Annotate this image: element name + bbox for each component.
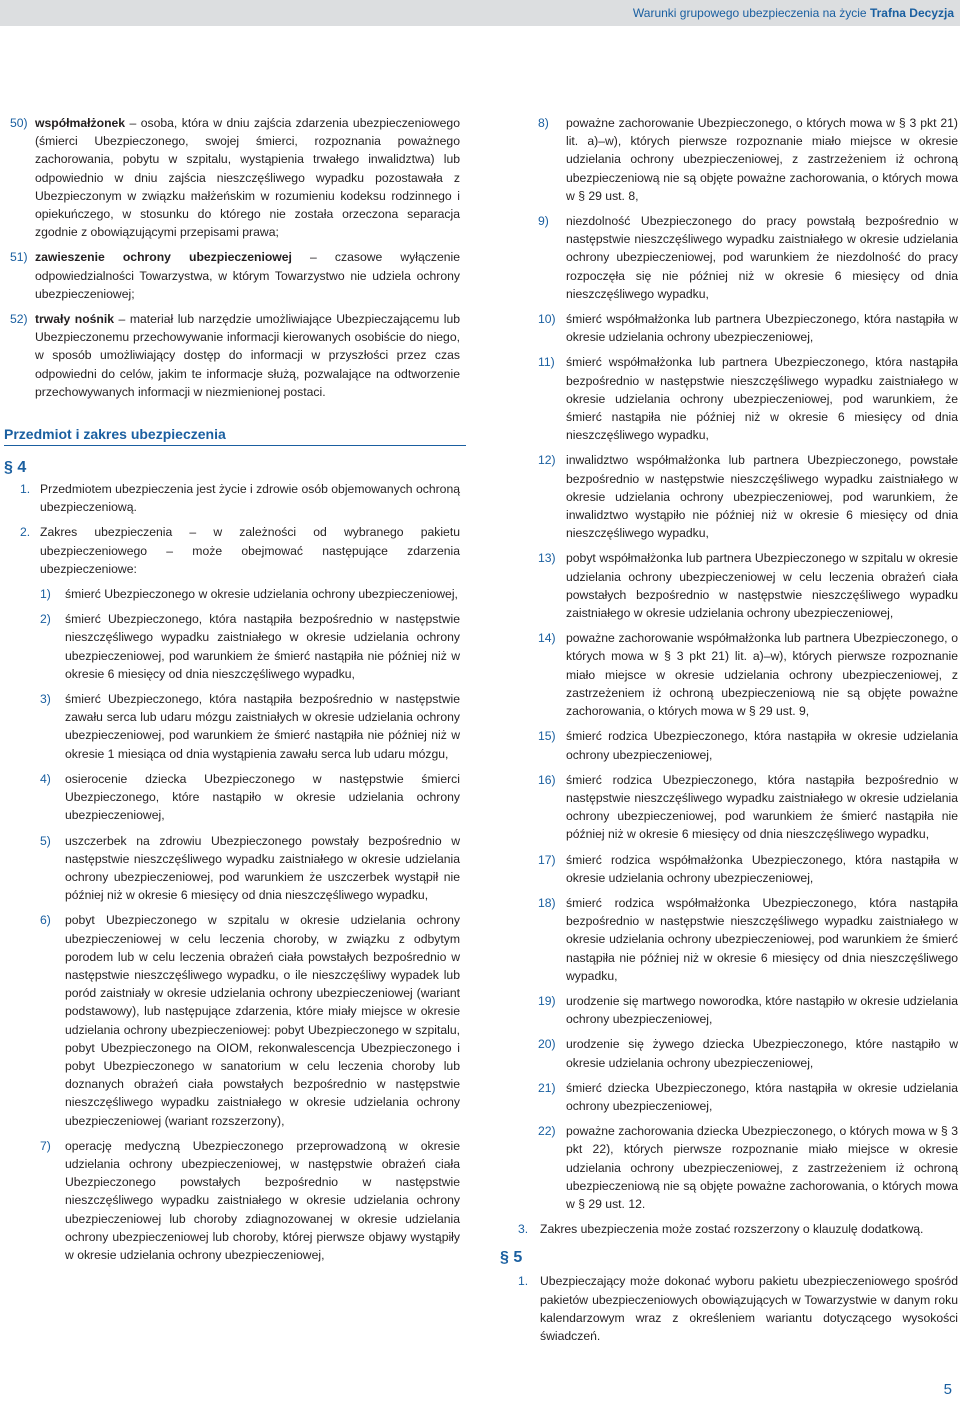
scope-item-number: 7) <box>40 1138 51 1153</box>
scope-item <box>512 114 958 205</box>
header-title <box>633 0 954 26</box>
par4-point-2-number: 2. <box>20 525 31 540</box>
scope-item-number: 13) <box>538 551 556 566</box>
definition-text: – czasowe wyłączenie odpowiedzialności Towarzystwa, w którym Towarzystwo nie udziela ochrony ubezpieczeniowej; <box>35 250 460 301</box>
definition-term: trwały nośnik <box>35 312 115 327</box>
definitions-list <box>10 114 460 401</box>
scope-item-number: 17) <box>538 852 556 867</box>
par4-point-3 <box>512 1220 958 1238</box>
right-column <box>500 114 958 1352</box>
definition-term: współmałżonek <box>35 116 126 130</box>
par4-point-2 <box>10 523 460 578</box>
scope-item-text: śmierć rodzica współmałżonka Ubezpieczonego, która nastąpiła bezpośrednio w następstwie nieszczęśliwego wypadku zaistniałego w okresie udzielania ochrony ubezpieczeniowej, pod warunkiem że śmierć nastąpiła nie później niż w okresie 6 miesięcy od dnia nieszczęśliwego wypadku, <box>566 895 958 983</box>
scope-item-text: śmierć Ubezpieczonego, która nastąpiła bezpośrednio w następstwie nieszczęśliwego wypadku zaistniałego w okresie udzielania ochrony ubezpieczeniowej, pod warunkiem że śmierć nastąpiła nie później niż w okresie 6 miesięcy od dnia nieszczęśliwego wypadku, <box>65 612 460 681</box>
scope-item-text: inwalidztwo współmałżonka lub partnera Ubezpieczonego, powstałe bezpośrednio w następstwie nieszczęśliwego wypadku zaistniałego w okresie udzielania ochrony ubezpieczeniowej, pod warunkiem, że inwalidztwo wystąpiło nie później niż w okresie 6 miesięcy od dnia nieszczęśliwego wypadku, <box>566 453 958 541</box>
scope-item <box>10 585 460 603</box>
scope-item <box>10 770 460 825</box>
par5-point-1-text: Ubezpieczający może dokonać wyboru pakietu ubezpieczeniowego spośród pakietów ubezpieczeniowych obowiązujących w Towarzystwie w danym roku kalendarzowym wraz z określeniem wariantu dotyczącego wysokości świadczeń. <box>540 1274 958 1343</box>
scope-item <box>512 353 958 444</box>
scope-item-text: śmierć Ubezpieczonego w okresie udzielania ochrony ubezpieczeniowej, <box>65 587 458 602</box>
scope-item-text: śmierć rodzica Ubezpieczonego, która nastąpiła w okresie udzielania ochrony ubezpieczeniowej, <box>566 729 958 762</box>
scope-item-number: 2) <box>40 612 51 627</box>
scope-item-text: śmierć rodzica współmałżonka Ubezpieczonego, która nastąpiła w okresie udzielania ochrony ubezpieczeniowej, <box>566 852 958 885</box>
scope-item-text: śmierć Ubezpieczonego, która nastąpiła bezpośrednio w następstwie zawału serca lub udaru mózgu zaistniałych w okresie udzielania ochrony ubezpieczeniowej, pod warunkiem że śmierć nastąpiła nie później niż w okresie 1 miesiąca od dnia wystąpienia zawału serca lub udaru mózgu, <box>65 692 460 761</box>
scope-item-number: 5) <box>40 833 51 848</box>
scope-item <box>512 1079 958 1115</box>
scope-item-text: śmierć rodzica Ubezpieczonego, która nastąpiła bezpośrednio w następstwie nieszczęśliwego wypadku zaistniałego w okresie udzielania ochrony ubezpieczeniowej, pod warunkiem że śmierć nastąpiła nie później niż w okresie 6 miesięcy od dnia nieszczęśliwego wypadku, <box>566 772 958 842</box>
page-header <box>0 0 960 26</box>
header-title-bold: Trafna Decyzja <box>869 6 954 20</box>
scope-item <box>512 992 958 1028</box>
scope-item-number: 12) <box>538 453 556 468</box>
scope-item <box>10 832 460 905</box>
scope-item-number: 8) <box>538 116 549 130</box>
definition-number: 51) <box>10 250 28 265</box>
scope-item <box>512 727 958 763</box>
scope-item-number: 11) <box>538 355 555 370</box>
scope-item-text: poważne zachorowanie współmałżonka lub partnera Ubezpieczonego, o których mowa w § 3 pkt 21) lit. a)–w), których pierwsze rozpoznanie miało miejsce w okresie udzielania ochrony ubezpieczeniowej, z zastrzeżeniem iż ochroną ubezpieczeniową nie są objęte poważne zachorowania, o których mowa w § 29 ust. 9, <box>566 631 958 719</box>
scope-item-text: poważne zachorowania dziecka Ubezpieczonego, o których mowa w § 3 pkt 22), których pierwsze rozpoznanie miało miejsce w okresie udzielania ochrony ubezpieczeniowej, z zastrzeżeniem iż ochroną ubezpieczeniową nie są objęte poważne zachorowania, o których mowa w § 29 ust. 12. <box>566 1124 958 1211</box>
scope-item <box>512 451 958 542</box>
par4-point-1 <box>10 480 460 516</box>
definition-item <box>10 114 460 241</box>
definition-text: – osoba, która w dniu zajścia zdarzenia ubezpieczeniowego (śmierci Ubezpieczonego, swojej śmierci, rozpoznania poważnego zachorowania, pobytu w szpitalu, wystąpienia trwałego inwalidztwa) lub odpowiednio w dniu zajścia nieszczęśliwego wypadku pozostawała z Ubezpieczonym w związku małżeńskim w rozumieniu kodeksu rodzinnego i opiekuńczego, w stosunku do którego nie została orzeczona separacja zgodnie z obowiązującymi przepisami prawa; <box>35 116 460 240</box>
scope-item-number: 15) <box>538 729 556 744</box>
scope-item <box>512 771 958 844</box>
page-number: 5 <box>943 1381 952 1398</box>
scope-item <box>512 310 958 346</box>
par4-point-3-text: Zakres ubezpieczenia może zostać rozszerzony o klauzulę dodatkową. <box>540 1222 924 1237</box>
definition-item <box>10 310 460 401</box>
scope-items-right <box>512 114 958 1213</box>
scope-item-text: śmierć współmałżonka lub partnera Ubezpieczonego, która nastąpiła bezpośrednio w następstwie nieszczęśliwego wypadku zaistniałego w okresie udzielania ochrony ubezpieczeniowej, pod warunkiem, że śmierć nastąpiła nie później niż w okresie 6 miesięcy od dnia nieszczęśliwego wypadku, <box>566 355 958 443</box>
scope-item-text: śmierć dziecka Ubezpieczonego, która nastąpiła w okresie udzielania ochrony ubezpieczeniowej, <box>566 1080 958 1113</box>
scope-item-text: urodzenie się żywego dziecka Ubezpieczonego, które nastąpiło w okresie udzielania ochrony ubezpieczeniowej, <box>566 1037 958 1070</box>
scope-item <box>512 1122 958 1213</box>
definition-item <box>10 248 460 303</box>
scope-item-text: śmierć współmałżonka lub partnera Ubezpieczonego, która nastąpiła w okresie udzielania ochrony ubezpieczeniowej, <box>566 312 958 345</box>
scope-item-number: 4) <box>40 771 51 786</box>
scope-item-text: poważne zachorowanie Ubezpieczonego, o których mowa w § 3 pkt 21) lit. a)–w), których pierwsze rozpoznanie miało miejsce w okresie udzielania ochrony ubezpieczeniowej, z zastrzeżeniem iż ochroną ubezpieczeniową nie są objęte poważne zachorowania, o których mowa w § 29 ust. 8, <box>566 116 958 203</box>
left-column <box>4 114 461 1271</box>
scope-item-number: 1) <box>40 587 51 602</box>
par5-point-1 <box>512 1272 958 1345</box>
scope-items-left <box>10 585 460 1264</box>
par5-point-1-number: 1. <box>518 1274 529 1289</box>
definition-number: 52) <box>10 312 28 327</box>
definition-term: zawieszenie ochrony ubezpieczeniowej <box>35 250 292 265</box>
scope-item <box>512 212 958 303</box>
paragraph-4-mark: § 4 <box>4 459 27 477</box>
scope-item <box>512 549 958 622</box>
scope-item-text: pobyt Ubezpieczonego w szpitalu w okresie udzielania ochrony ubezpieczeniowej w celu leczenia choroby, w związku z odbytym porodem lub w celu leczenia obrażeń ciała powstałych bezpośrednio w następstwie nieszczęśliwego wypadku, o ile nieszczęśliwy wypadek lub poród zaistniały w okresie udzielania ochrony ubezpieczeniowej (wariant podstawowy), lub następujące zdarzenia, które miały miejsce w okresie udzielania ochrony ubezpieczeniowej: pobyt Ubezpieczonego w szpitalu, pobyt Ubezpieczonego na OIOM, rekonwalescencja Ubezpieczonego i pobyt Ubezpieczonego w sanatorium w celu leczenia choroby lub doznanych obrażeń ciała powstałych bezpośrednio w następstwie nieszczęśliwego wypadku zaistniałego w okresie udzielania ochrony ubezpieczeniowej (wariant rozszerzony), <box>65 913 460 1128</box>
scope-item <box>10 610 460 683</box>
scope-item-number: 22) <box>538 1124 556 1139</box>
par4-point-1-number: 1. <box>20 482 31 497</box>
definition-text: – materiał lub narzędzie umożliwiające Ubezpieczającemu lub Ubezpieczonemu przechowywanie informacji kierowanych osobiście do niego, w sposób umożliwiający dostęp do informacji w przyszłości przez czas odpowiedni do celów, jakim te informacje służą, pozwalające na odtworzenie przechowywanych informacji w niezmienionej postaci. <box>35 312 461 399</box>
par4-point-3-number: 3. <box>518 1222 529 1237</box>
scope-item-text: urodzenie się martwego noworodka, które nastąpiło w okresie udzielania ochrony ubezpieczeniowej, <box>566 993 958 1027</box>
scope-item <box>512 894 958 985</box>
header-title-plain: Warunki grupowego ubezpieczenia na życie <box>632 6 867 20</box>
scope-item <box>10 690 460 763</box>
scope-item-text: niezdolność Ubezpieczonego do pracy powstałą bezpośrednio w następstwie nieszczęśliwego wypadku zaistniałego w okresie udzielania ochrony ubezpieczeniowej, pod warunkiem że niezdolność do pracy rozpoczęła się nie później niż w okresie 6 miesięcy od dnia nieszczęśliwego wypadku, <box>566 214 958 301</box>
section-heading: Przedmiot i zakres ubezpieczenia <box>4 425 466 446</box>
scope-item-number: 18) <box>538 895 556 910</box>
scope-item-number: 20) <box>538 1037 556 1052</box>
scope-item <box>512 851 958 887</box>
definition-number: 50) <box>10 116 28 130</box>
scope-item-number: 16) <box>538 772 556 787</box>
par4-point-2-text: Zakres ubezpieczenia – w zależności od wybranego pakietu ubezpieczeniowego – może obejmować następujące zdarzenia ubezpieczeniowe: <box>40 525 460 576</box>
scope-item-number: 14) <box>538 631 556 646</box>
scope-item-text: pobyt współmałżonka lub partnera Ubezpieczonego w szpitalu w okresie udzielania ochrony ubezpieczeniowej w celu leczenia obrażeń ciała powstałych bezpośrednio w następstwie nieszczęśliwego wypadku zaistniałego w okresie udzielania ochrony ubezpieczeniowej, <box>566 551 958 621</box>
scope-item <box>10 911 460 1129</box>
scope-item-number: 9) <box>538 214 549 229</box>
scope-item-text: uszczerbek na zdrowiu Ubezpieczonego powstały bezpośrednio w następstwie nieszczęśliwego wypadku zaistniałego w okresie udzielania ochrony ubezpieczeniowej, pod warunkiem że uszczerbek wystąpił nie później niż w okresie 6 miesięcy od dnia nieszczęśliwego wypadku, <box>65 833 460 903</box>
scope-item-number: 19) <box>538 993 556 1008</box>
scope-item <box>10 1137 460 1264</box>
scope-item-number: 21) <box>538 1080 556 1095</box>
scope-item <box>512 1035 958 1071</box>
scope-item-text: operację medyczną Ubezpieczonego przeprowadzoną w okresie udzielania ochrony ubezpieczeniowej, w następstwie obrażeń ciała Ubezpieczonego powstałych bezpośrednio w następstwie nieszczęśliwego wypadku zaistniałego w okresie udzielania ochrony ubezpieczeniowej lub choroby zdiagnozowanej w okresie udzielania ochrony ubezpieczeniowej lub choroby, której pierwsze objawy wystąpiły w okresie udzielania ochrony ubezpieczeniowej, <box>65 1138 460 1262</box>
scope-item-number: 3) <box>40 692 51 707</box>
scope-item-number: 10) <box>538 312 556 327</box>
paragraph-5-mark: § 5 <box>500 1249 523 1267</box>
scope-item <box>512 629 958 720</box>
scope-item-number: 6) <box>40 913 51 928</box>
scope-item-text: osierocenie dziecka Ubezpieczonego w następstwie śmierci Ubezpieczonego, które nastąpiło w okresie udzielania ochrony ubezpieczeniowej, <box>65 771 460 823</box>
par4-point-1-text: Przedmiotem ubezpieczenia jest życie i zdrowie osób objemowanych ochroną ubezpieczeniową. <box>40 482 461 515</box>
